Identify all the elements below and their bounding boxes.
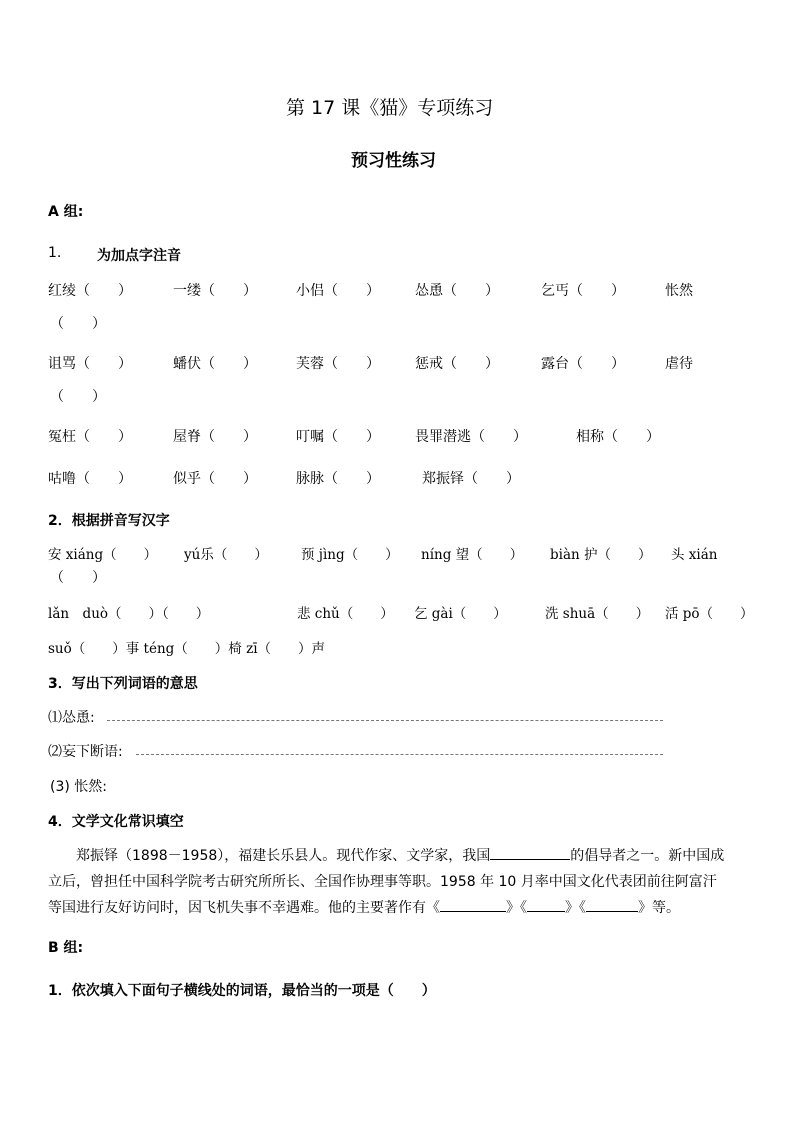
q4-text: 立后，曾担任中国科学院考古研究所所长、全国作协理事等职。1958 年 10 月率中国文化代表团前往阿富汗 (48, 874, 717, 890)
pinyin-item: 洗 shuā（ ） (545, 606, 650, 622)
q4-text: 的倡导者之一。新中国成 (570, 848, 725, 864)
q4-title: 4．文学文化常识填空 (48, 814, 184, 830)
q1-number: 1. (48, 245, 62, 261)
q1-title: 为加点字注音 (97, 248, 181, 264)
word-item-paren: （ ） (50, 389, 106, 405)
q3-item: (3) 怅然: (50, 779, 107, 795)
fill-blank[interactable] (527, 897, 565, 912)
page-title: 第 17 课《猫》专项练习 (286, 97, 494, 119)
pinyin-item: 活 pō（ ） (665, 606, 754, 622)
answer-line[interactable] (107, 720, 663, 721)
pinyin-item: yú乐（ ） (184, 547, 268, 563)
word-item: 郑振铎（ ） (422, 471, 520, 487)
word-item: 蟠伏（ ） (173, 356, 257, 372)
word-item: 一缕（ ） (173, 283, 257, 299)
pinyin-item: 头 xián (671, 547, 718, 563)
pinyin-item: 悲 chǔ（ ） (297, 606, 394, 622)
q4-text: 等国进行友好访问时，因飞机失事不幸遇难。他的主要著作有《 (48, 900, 440, 916)
q4-paragraph (48, 843, 748, 921)
section-subtitle: 预习性练习 (351, 151, 436, 171)
fill-blank[interactable] (440, 897, 506, 912)
word-item: 乞丐（ ） (541, 283, 625, 299)
word-item: 冤枉（ ） (48, 429, 132, 445)
group-b-q1: 1．依次填入下面句子横线处的词语，最恰当的一项是（ ） (48, 983, 436, 999)
pinyin-item: 乞 gài（ ） (414, 606, 507, 622)
q2-title: 2．根据拼音写汉字 (48, 513, 170, 529)
word-item: 芙蓉（ ） (296, 356, 380, 372)
word-item: 怅然 (665, 283, 693, 299)
q4-text: 》《 (506, 900, 527, 916)
pinyin-item: 安 xiáng（ ） (48, 547, 158, 563)
pinyin-item: níng 望（ ） (421, 547, 524, 563)
word-item: 惩戒（ ） (415, 356, 499, 372)
group-a-label: A 组: (48, 204, 84, 220)
word-item: 露台（ ） (541, 356, 625, 372)
word-item: 诅骂（ ） (48, 356, 132, 372)
word-item: 脉脉（ ） (296, 471, 380, 487)
q3-title: 3．写出下列词语的意思 (48, 676, 198, 692)
word-item-paren: （ ） (50, 316, 106, 332)
word-item: 小侣（ ） (296, 283, 380, 299)
q3-item: ⑵妄下断语: (48, 744, 123, 760)
word-item: 怂恿（ ） (415, 283, 499, 299)
word-item: 屋脊（ ） (173, 429, 257, 445)
answer-line[interactable] (136, 754, 663, 755)
word-item: 咕噜（ ） (48, 471, 132, 487)
word-item: 红绫（ ） (48, 283, 132, 299)
pinyin-item-paren: （ ） (50, 570, 106, 586)
word-item: 叮嘱（ ） (296, 429, 380, 445)
q4-text: 》《 (565, 900, 586, 916)
word-item: 畏罪潜逃（ ） (415, 429, 527, 445)
word-item: 似乎（ ） (173, 471, 257, 487)
pinyin-item: 预 jìng（ ） (301, 547, 399, 563)
q4-text: 》等。 (638, 900, 680, 916)
q4-text: 郑振铎（1898－1958），福建长乐县人。现代作家、文学家，我国 (48, 848, 491, 864)
group-b-label: B 组: (48, 940, 84, 956)
pinyin-item: suǒ（ ）事 téng（ ）椅 zī（ ）声 (48, 641, 326, 657)
word-item: 相称（ ） (576, 429, 660, 445)
q3-item: ⑴怂恿: (48, 710, 95, 726)
pinyin-item: lǎn duò（ ）（ ） (48, 606, 210, 622)
word-item: 虐待 (665, 356, 693, 372)
fill-blank[interactable] (490, 845, 570, 860)
pinyin-item: biàn 护（ ） (550, 547, 652, 563)
fill-blank[interactable] (586, 897, 638, 912)
